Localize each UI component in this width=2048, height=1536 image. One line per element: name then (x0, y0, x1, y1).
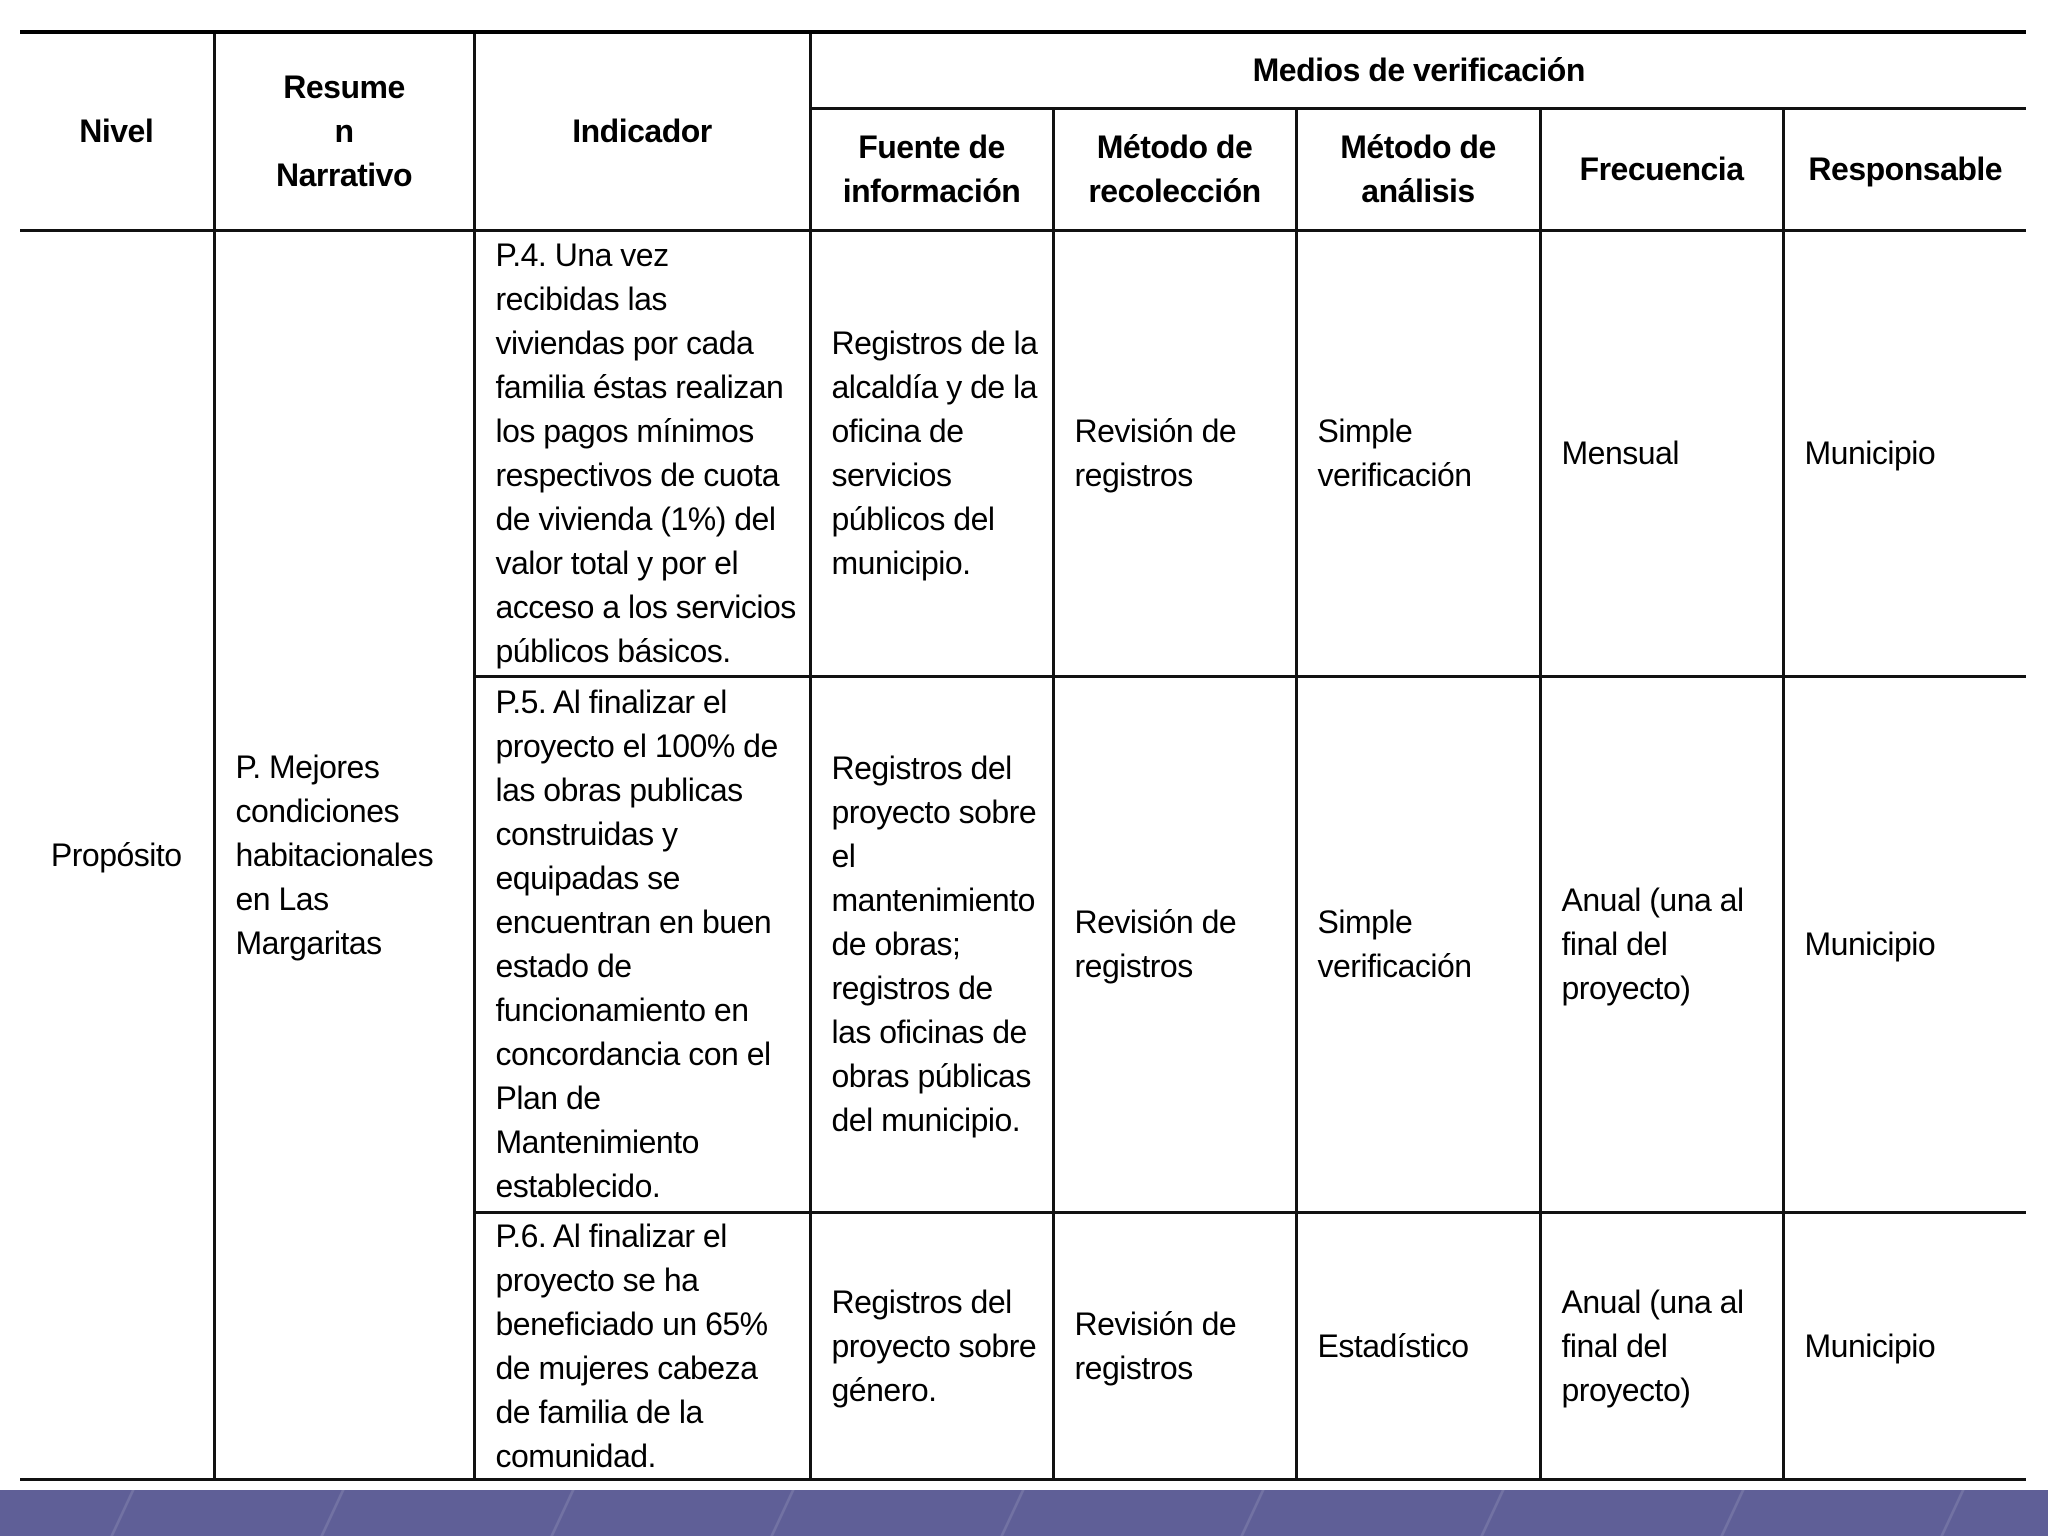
table-row (20, 230, 2026, 676)
cell-responsable: Municipio (1783, 676, 2026, 1212)
header-nivel: Nivel (20, 32, 214, 230)
cell-fuente: Registros de la alcaldía y de la oficina de servicios públicos del municipio. (810, 230, 1053, 676)
footer-stripe (759, 1490, 804, 1536)
header-medios-de-verificacion: Medios de verificación (810, 32, 2026, 108)
header-metodo-recoleccion (1053, 108, 1296, 230)
header-row-1 (20, 32, 2026, 108)
cell-metodo-analisis: Simple verificación (1296, 230, 1540, 676)
footer-stripe (309, 1490, 354, 1536)
cell-metodo-recoleccion: Revisión de registros (1053, 1212, 1296, 1479)
footer-band (0, 1490, 2048, 1536)
header-resumen-narrativo (214, 32, 474, 230)
cell-indicador: P.5. Al finalizar el proyecto el 100% de las obras publicas construidas y equipadas se encuentran en buen estado de funcionamiento en concordancia con el Plan de Mantenimiento establecido. (474, 676, 810, 1212)
header-indicador: Indicador (474, 32, 810, 230)
cell-fuente: Registros del proyecto sobre el mantenimiento de obras; registros de las oficinas de obras públicas del municipio. (810, 676, 1053, 1212)
header-fuente-text: Fuente de información (842, 129, 1021, 209)
footer-stripe (1929, 1490, 1974, 1536)
cell-frecuencia: Anual (una al final del proyecto) (1540, 676, 1783, 1212)
cell-metodo-analisis: Simple verificación (1296, 676, 1540, 1212)
header-frecuencia: Frecuencia (1540, 108, 1783, 230)
cell-metodo-recoleccion: Revisión de registros (1053, 676, 1296, 1212)
footer-stripe (99, 1490, 144, 1536)
footer-stripe (539, 1490, 584, 1536)
cell-indicador: P.4. Una vez recibidas las viviendas por cada familia éstas realizan los pagos mínimos respectivos de cuota de vivienda (1%) del valor total y por el acceso a los servicios públicos básicos. (474, 230, 810, 676)
cell-frecuencia: Mensual (1540, 230, 1783, 676)
logical-framework-table (20, 30, 2026, 1481)
header-metodo-recoleccion-text: Método de recolección (1088, 129, 1261, 209)
header-metodo-analisis-text: Método de análisis (1340, 129, 1496, 209)
header-resumen-narrativo-text: Resumen Narrativo (276, 69, 412, 194)
cell-fuente: Registros del proyecto sobre género. (810, 1212, 1053, 1479)
cell-nivel: Propósito (20, 230, 214, 1479)
cell-frecuencia: Anual (una al final del proyecto) (1540, 1212, 1783, 1479)
cell-metodo-analisis: Estadístico (1296, 1212, 1540, 1479)
cell-resumen-narrativo: P. Mejores condiciones habitacionales en Las Margaritas (214, 230, 474, 1479)
cell-metodo-recoleccion: Revisión de registros (1053, 230, 1296, 676)
cell-responsable: Municipio (1783, 1212, 2026, 1479)
footer-stripe (989, 1490, 1034, 1536)
header-metodo-analisis (1296, 108, 1540, 230)
cell-responsable: Municipio (1783, 230, 2026, 676)
header-responsable: Responsable (1783, 108, 2026, 230)
footer-stripe (1469, 1490, 1514, 1536)
cell-indicador: P.6. Al finalizar el proyecto se ha beneficiado un 65% de mujeres cabeza de familia de la comunidad. (474, 1212, 810, 1479)
header-fuente (810, 108, 1053, 230)
footer-stripe (1229, 1490, 1274, 1536)
footer-stripe (1709, 1490, 1754, 1536)
